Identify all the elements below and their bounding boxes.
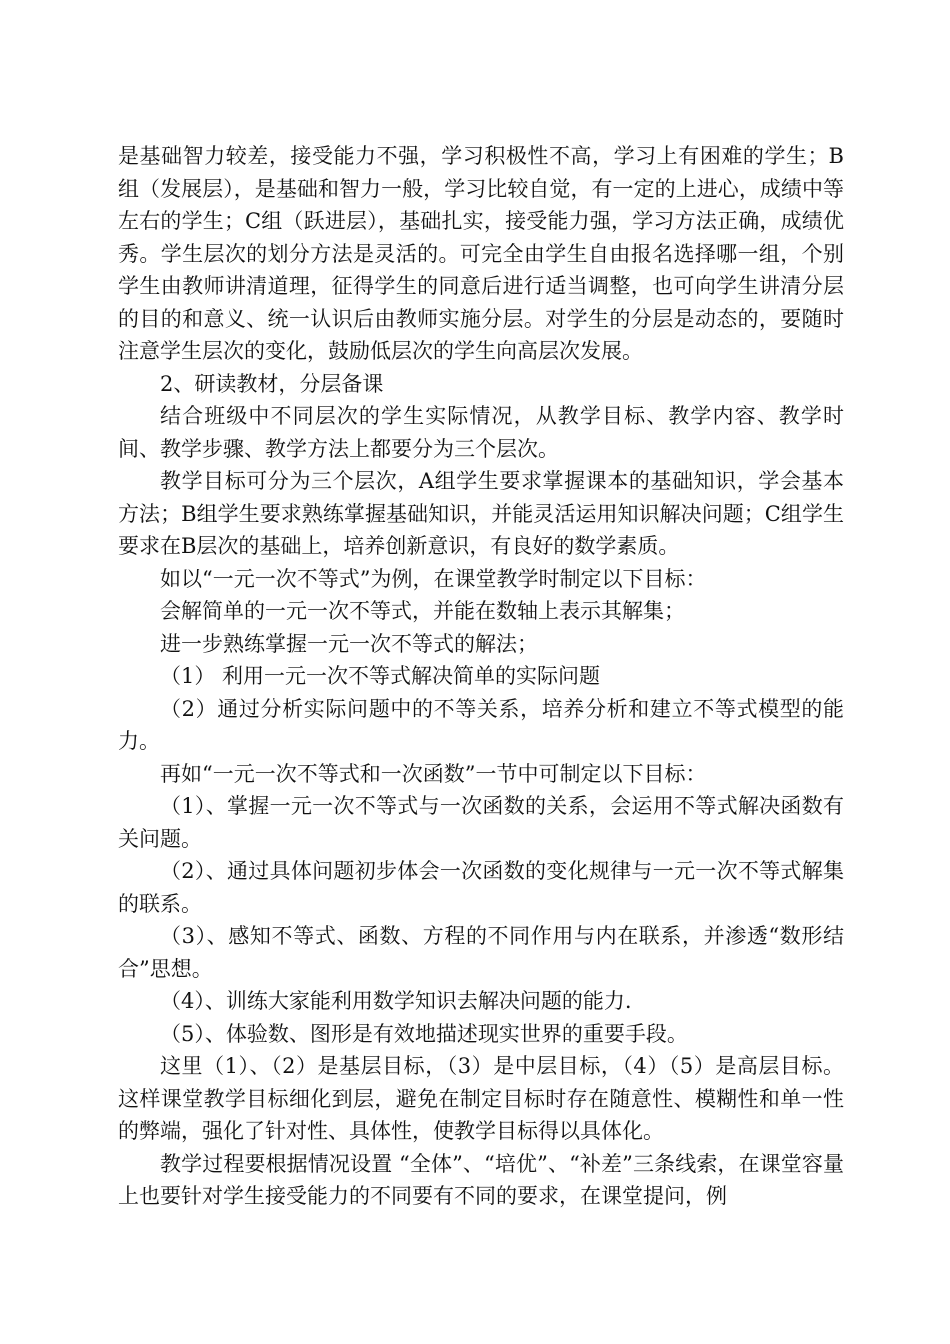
- list-item-function-goal-5: （5）、体验数、图形是有效地描述现实世界的重要手段。: [160, 1021, 688, 1046]
- paragraph-three-levels: 结合班级中不同层次的学生实际情况，从教学目标、教学内容、教学时间、教学步骤、教学方法上都要分为三个层次。: [118, 404, 844, 461]
- list-item-function-goal-1: （1）、掌握一元一次不等式与一次函数的关系，会运用不等式解决函数有关问题。: [118, 794, 844, 851]
- paragraph-teaching-goals: 教学目标可分为三个层次，A组学生要求掌握课本的基础知识，学会基本方法；B组学生要求熟练掌握基础知识，并能灵活运用知识解决问题；C组学生要求在B层次的基础上，培养创新意识，有良好的数学素质。: [118, 469, 844, 558]
- list-item-goal-2: （2）通过分析实际问题中的不等关系，培养分析和建立不等式模型的能力。: [118, 696, 844, 753]
- paragraph-example-intro: 如以“一元一次不等式”为例，在课堂教学时制定以下目标：: [160, 566, 707, 591]
- paragraph-teaching-process: 教学过程要根据情况设置 “全体”、“培优”、“补差”三条线索，在课堂容量上也要针对学生接受能力的不同要有不同的要求，在课堂提问，例: [118, 1151, 844, 1208]
- list-item-function-goal-3: （3）、感知不等式、函数、方程的不同作用与内在联系，并渗透“数形结合”思想。: [118, 924, 844, 981]
- paragraph-goal-master: 进一步熟练掌握一元一次不等式的解法；: [160, 631, 538, 656]
- list-item-goal-1: （1） 利用一元一次不等式解决简单的实际问题: [160, 664, 601, 688]
- paragraph-goal-solve: 会解简单的一元一次不等式，并能在数轴上表示其解集；: [160, 599, 685, 623]
- paragraph-student-groups: 是基础智力较差，接受能力不强，学习积极性不高，学习上有困难的学生；B组（发展层），是基础和智力一般，学习比较自觉，有一定的上进心，成绩中等左右的学生；C组（跃进层），基础扎实，接受能力强，学习方法正确，成绩优秀。学生层次的划分方法是灵活的。可完全由学生自由报名选择哪一组，个别学生由教师讲清道理，征得学生的同意后进行适当调整，也可向学生讲清分层的目的和意义、统一认识后由教师实施分层。对学生的分层是动态的，要随时注意学生层次的变化，鼓励低层次的学生向高层次发展。: [118, 144, 844, 363]
- list-item-function-goal-4: （4）、训练大家能利用数学知识去解决问题的能力.: [160, 989, 632, 1013]
- paragraph-second-example: 再如“一元一次不等式和一次函数”一节中可制定以下目标：: [160, 761, 707, 786]
- paragraph-goal-levels-summary: 这里（1）、（2）是基层目标，（3）是中层目标，（4）（5）是高层目标。这样课堂教学目标细化到层，避免在制定目标时存在随意性、模糊性和单一性的弊端，强化了针对性、具体性，使教学目标得以具体化。: [118, 1054, 844, 1143]
- section-heading-layered-lesson-prep: 2、研读教材，分层备课: [160, 371, 384, 396]
- list-item-function-goal-2: （2）、通过具体问题初步体会一次函数的变化规律与一元一次不等式解集的联系。: [118, 859, 844, 916]
- document-page: [118, 140, 844, 1213]
